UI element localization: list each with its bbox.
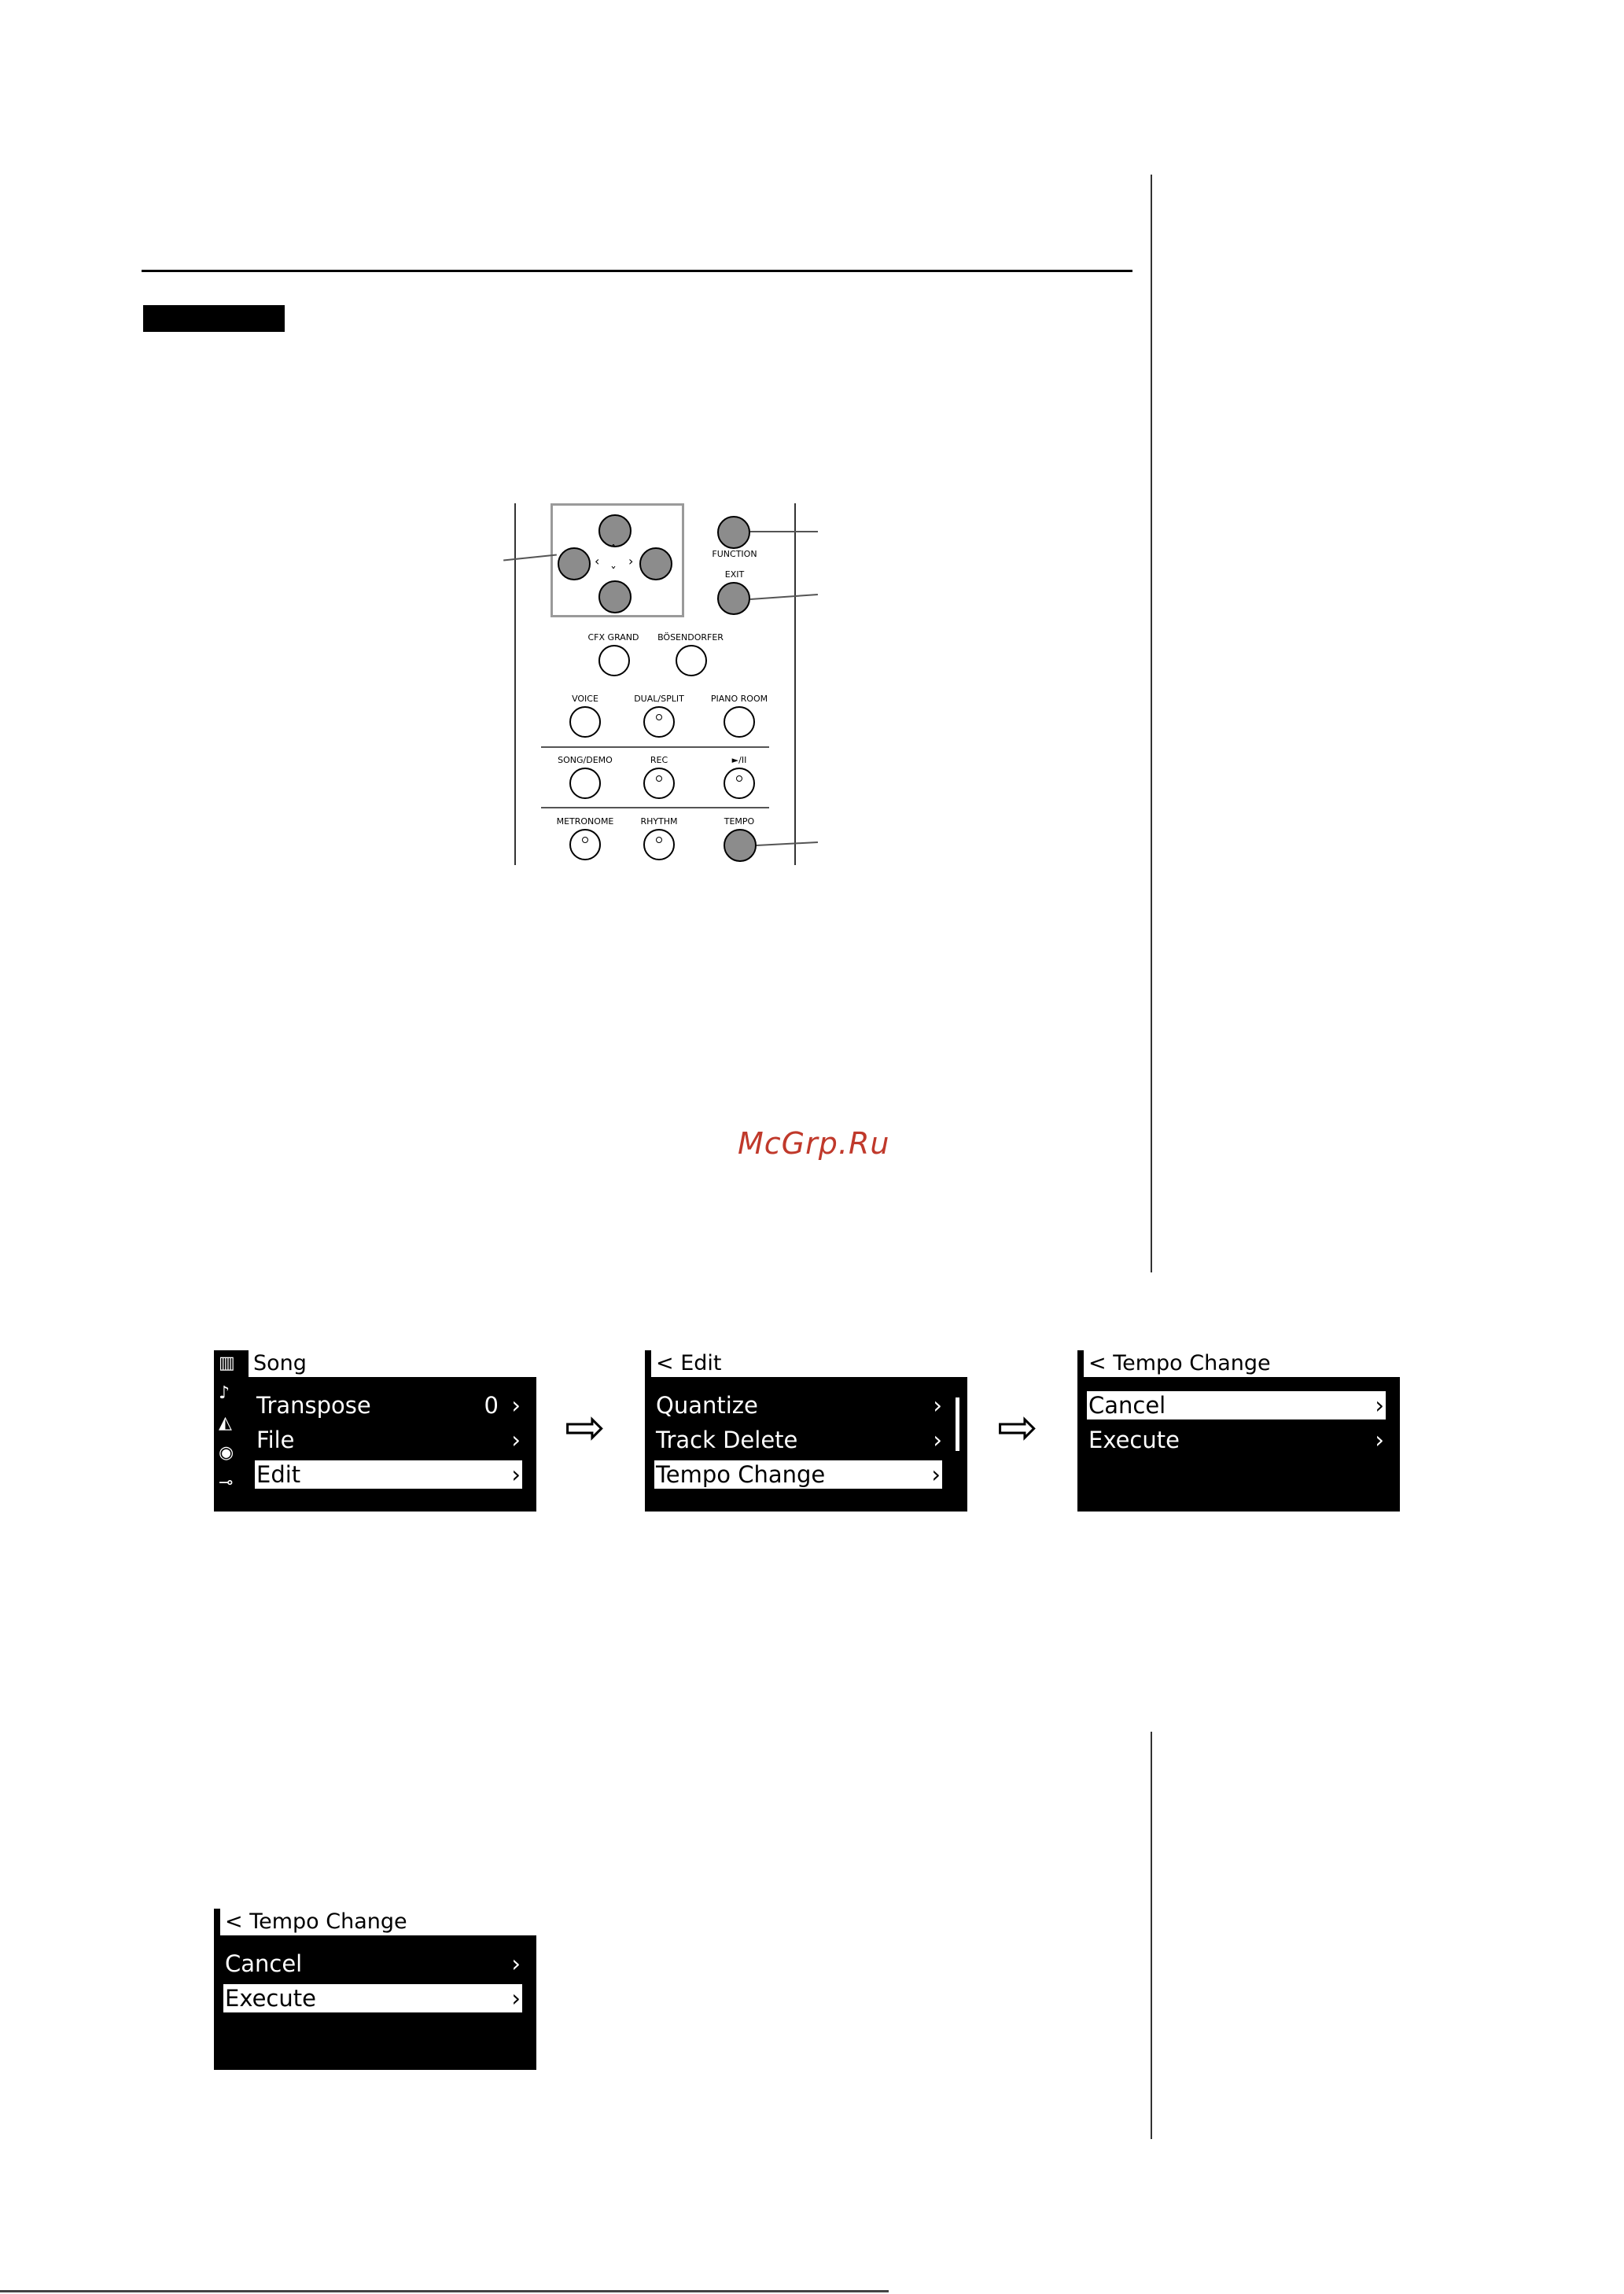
exit-button[interactable] — [717, 582, 750, 615]
rhythm-button[interactable] — [643, 829, 675, 860]
menu-row-edit[interactable]: Edit › — [256, 1461, 521, 1488]
chevron-right-icon: › — [511, 1427, 521, 1453]
cursor-down-button[interactable] — [598, 580, 632, 613]
cfx-grand-button[interactable] — [598, 645, 630, 676]
category-icons — [214, 1350, 249, 1512]
scrollbar[interactable] — [956, 1397, 959, 1451]
lcd-song-menu — [214, 1350, 536, 1512]
rec-label: REC — [650, 755, 668, 765]
screen-title: < Edit — [651, 1350, 967, 1377]
piano-room-label: PIANO ROOM — [710, 694, 768, 704]
margin-divider-top — [1151, 175, 1152, 1272]
voice-button[interactable] — [569, 706, 601, 738]
function-button[interactable] — [717, 516, 750, 549]
screen-title: < Tempo Change — [220, 1909, 536, 1935]
screen-title: < Tempo Change — [1084, 1350, 1400, 1377]
chevron-right-icon: › — [511, 1985, 521, 2012]
function-label: FUNCTION — [712, 549, 757, 559]
rhythm-label: RHYTHM — [640, 816, 678, 827]
metronome-icon: ◭ — [219, 1413, 232, 1433]
lcd-tempo-change-execute — [214, 1909, 536, 2070]
chevron-left-icon: ‹ — [595, 554, 600, 569]
song-demo-button[interactable] — [569, 768, 601, 799]
chevron-right-icon: › — [511, 1392, 521, 1419]
play-pause-button[interactable] — [724, 768, 755, 799]
menu-row-cancel[interactable]: Cancel › — [225, 1950, 521, 1977]
rec-button[interactable] — [643, 768, 675, 799]
flow-arrow-right-icon: ⇨ — [997, 1398, 1038, 1456]
piano-icon: ▥ — [219, 1353, 235, 1373]
chevron-right-icon: › — [1375, 1392, 1384, 1419]
record-icon: ◉ — [219, 1443, 234, 1463]
chevron-up-icon: ˆ — [610, 543, 617, 558]
menu-row-tempo-change[interactable]: Tempo Change › — [656, 1461, 941, 1488]
cfx-grand-label: CFX GRAND — [587, 632, 639, 643]
bosendorfer-button[interactable] — [676, 645, 707, 676]
chevron-right-icon: › — [933, 1392, 942, 1419]
chevron-down-icon: ˇ — [610, 565, 617, 580]
leader-cursor — [503, 554, 557, 561]
tempo-label: TEMPO — [724, 816, 755, 827]
panel-divider-1 — [541, 746, 769, 748]
exit-label: EXIT — [724, 569, 745, 580]
voice-label: VOICE — [572, 694, 598, 704]
leader-function — [750, 531, 818, 532]
tool-icon: ⊸ — [219, 1473, 234, 1493]
flow-arrow-right-icon: ⇨ — [565, 1398, 606, 1456]
tempo-button[interactable] — [724, 829, 757, 862]
chevron-right-icon: › — [1375, 1427, 1384, 1453]
screen-title: Song — [249, 1350, 536, 1377]
dual-split-label: DUAL/SPLIT — [634, 694, 684, 704]
dual-split-button[interactable] — [643, 706, 675, 738]
margin-divider-bottom — [1151, 1732, 1152, 2139]
lcd-edit-menu — [645, 1350, 967, 1512]
play-pause-label: ►/II — [731, 755, 747, 765]
leader-tempo — [757, 841, 818, 846]
menu-row-execute[interactable]: Execute › — [225, 1985, 521, 2012]
control-panel — [503, 503, 818, 865]
chevron-right-icon: › — [628, 554, 634, 569]
watermark: McGrp.Ru — [738, 1126, 890, 1161]
menu-row-file[interactable]: File › — [256, 1427, 521, 1453]
section-rule — [142, 270, 1132, 272]
menu-row-quantize[interactable]: Quantize › — [656, 1392, 942, 1419]
song-demo-label: SONG/DEMO — [558, 755, 613, 765]
metronome-button[interactable] — [569, 829, 601, 860]
menu-row-transpose[interactable]: Transpose 0 › — [256, 1392, 521, 1419]
menu-row-execute[interactable]: Execute › — [1088, 1427, 1384, 1453]
lcd-tempo-change-cancel — [1077, 1350, 1400, 1512]
leader-exit — [750, 594, 818, 600]
chevron-right-icon: › — [933, 1427, 942, 1453]
section-label-box — [143, 305, 285, 332]
chevron-right-icon: › — [511, 1950, 521, 1977]
cursor-left-button[interactable] — [558, 547, 591, 580]
panel-right-edge — [794, 503, 796, 865]
note-icon: ♪ — [219, 1383, 230, 1403]
chevron-right-icon: › — [931, 1461, 941, 1488]
menu-row-track-delete[interactable]: Track Delete › — [656, 1427, 942, 1453]
piano-room-button[interactable] — [724, 706, 755, 738]
metronome-label: METRONOME — [556, 816, 614, 827]
chevron-right-icon: › — [511, 1461, 521, 1488]
cursor-right-button[interactable] — [639, 547, 672, 580]
footer-rule — [0, 2290, 889, 2292]
panel-divider-2 — [541, 807, 769, 808]
bosendorfer-label: BÖSENDORFER — [657, 632, 724, 643]
menu-row-cancel[interactable]: Cancel › — [1088, 1392, 1384, 1419]
